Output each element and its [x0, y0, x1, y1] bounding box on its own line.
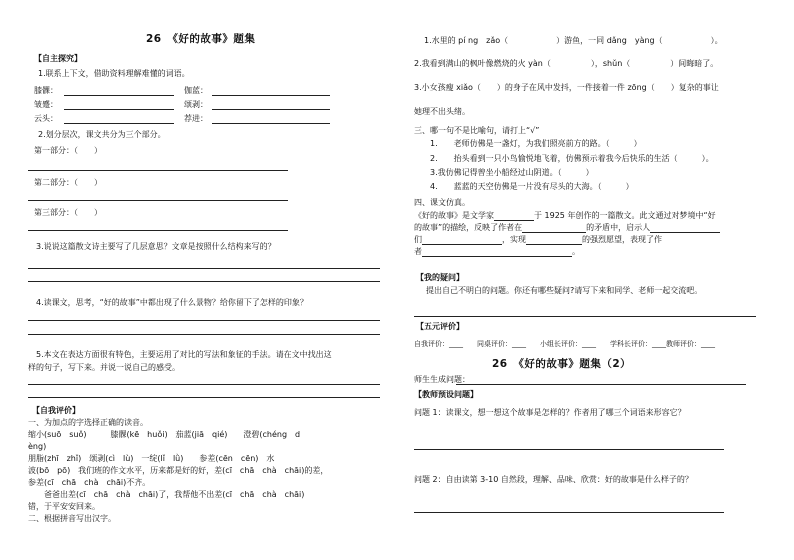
blank[interactable]	[494, 212, 534, 221]
answer-line[interactable]	[28, 200, 288, 201]
fill-line	[414, 248, 580, 257]
choice-item: 4. 蓝蓝的天空仿佛是一片没有尽头的大海。（ ）	[430, 182, 634, 191]
blank[interactable]	[522, 224, 586, 233]
section-my-doubts: 【我的疑问】	[416, 273, 464, 282]
answer-line[interactable]	[64, 123, 174, 124]
choice-item: 2. 抬头看到一只小鸟愉悦地飞着，仿佛预示着我今后快乐的生活（ ）。	[430, 154, 714, 163]
question-5-line1: 5.本文在表达方面很有特色，主要运用了对比的写法和象征的手法。请在文中找出这	[36, 350, 332, 359]
part-label: 第二部分：（ ）	[34, 178, 102, 187]
blank[interactable]	[526, 236, 582, 245]
exercise-1-title: 一、为加点的字选择正确的读音。	[28, 418, 148, 427]
fill-text: ，实现	[502, 235, 526, 244]
part-label: 第三部分：（ ）	[34, 208, 102, 217]
question-3: 3.说说这篇散文诗主要写了几层意思？文章是按照什么结构来写的？	[36, 242, 276, 251]
fill-line	[414, 212, 716, 221]
pinyin-line: 参差(cī chā chà chāi)不齐。	[28, 478, 151, 487]
answer-line[interactable]	[212, 109, 330, 110]
pinyin-line: 错，于平安安回来。	[28, 502, 100, 511]
left-column	[26, 0, 384, 560]
exercise-3-title: 三、哪一句不是比喻句，请打上“√”	[414, 126, 540, 135]
answer-line[interactable]	[28, 230, 288, 231]
fill-text: 。	[572, 247, 580, 256]
fill-line	[414, 224, 720, 233]
pinyin-line: 爸爸出差(cī chā chà chāi)了，我帮他不出差(cī chā chà chāi)	[28, 490, 305, 499]
question-1: 1.联系上下文，借助资料理解难懂的词语。	[38, 69, 190, 78]
fill-text: 《好的故事》是文学家	[414, 211, 494, 220]
generated-questions-label: 师生生成问题：	[414, 375, 470, 384]
answer-line[interactable]	[28, 268, 380, 269]
answer-line[interactable]	[64, 95, 174, 96]
section-teacher-preset: 【教师预设问题】	[414, 390, 478, 399]
right-column	[412, 0, 764, 560]
page-title: 26 《好的故事》题集	[146, 33, 256, 45]
answer-line[interactable]	[28, 334, 380, 335]
answer-line[interactable]	[28, 384, 380, 385]
pinyin-write-3: 3.小女孩瘦 xiǎo（ ）的身子在风中发抖，一件接着一件 zōng（ ）复杂的事让	[414, 83, 719, 92]
pinyin-line: 缩小(suō suǒ) 膝髁(kē huǒi) 茄蓝(jiā qié) 澄碧(chéng d	[28, 430, 301, 439]
answer-line[interactable]	[64, 109, 174, 110]
doubt-instructions: 提出自己不明白的问题。你还有哪些疑问?请写下来和同学、老师一起交流吧。	[426, 286, 703, 295]
fill-line	[414, 236, 662, 245]
exercise-4-title: 四、课文仿真。	[414, 198, 470, 207]
answer-line[interactable]	[456, 384, 746, 385]
fill-text: 者	[414, 247, 422, 256]
part-label: 第一部分：（ ）	[34, 146, 102, 155]
answer-line[interactable]	[28, 397, 380, 398]
answer-line[interactable]	[414, 449, 724, 450]
fill-text: 们	[414, 235, 422, 244]
fill-text: 的故事”的描绘，反映了作者在	[414, 223, 523, 232]
section-self-explore: 【自主探究】	[34, 54, 82, 63]
pinyin-line: 朋脂(zhī zhǐ) 颂剥(cì lù) 一绽(lǐ lǜ) 参差(cēn cēn) 水	[28, 454, 275, 463]
word-label: 颂剥：	[184, 100, 208, 109]
pinyin-line: 波(bō pō) 我们班的作文水平，历来都是好的好，差(cī chā chà chāi)的差，	[28, 466, 329, 475]
question-5-line2: 样的句子，写下来。并说一说自己的感受。	[28, 363, 180, 372]
pinyin-write-2: 2.我看到满山的枫叶像燃烧的火 yàn（ ），shǔn（ ）间晦暗了。	[414, 59, 719, 68]
choice-item: 1. 老师仿佛是一盏灯，为我们照亮前方的路。（ ）	[430, 139, 642, 148]
exercise-2-title: 二、根据拼音写出汉字。	[28, 514, 116, 523]
blank[interactable]	[422, 248, 572, 257]
pinyin-write-1: 1.水里的 pí ng zǎo（ ）游鱼，一同 dǎng yàng（ ）。	[424, 36, 723, 45]
answer-line[interactable]	[414, 316, 756, 317]
preset-question-1: 问题 1：读课文，想一想这个故事是怎样的？作者用了哪三个词语来形容它？	[414, 408, 686, 417]
question-2: 2.划分层次，课文共分为三个部分。	[38, 130, 166, 139]
answer-line[interactable]	[414, 512, 724, 513]
fill-text: 的矛盾中，启示人	[586, 223, 651, 232]
preset-question-2: 问题 2：自由读第 3-10 自然段，理解、品味、欣赏：好的故事是什么样子的？	[414, 475, 693, 484]
fill-text: 于 1925 年创作的一篇散文。此文通过对梦境中“好	[534, 211, 716, 220]
pinyin-line: èng)	[28, 442, 47, 451]
answer-line[interactable]	[28, 320, 380, 321]
page-title-2: 26 《好的故事》题集（2）	[492, 358, 632, 370]
word-label: 膝髁：	[34, 86, 58, 95]
choice-item: 3.我仿佛记得曾坐小船经过山阴道。（ ）	[430, 168, 594, 177]
blank[interactable]	[650, 224, 720, 233]
pinyin-write-3-cont: 她理不出头绪。	[414, 107, 470, 116]
word-label: 荐进：	[184, 114, 208, 123]
word-label: 皱蹙：	[34, 100, 58, 109]
section-self-eval: 【自我评价】	[32, 406, 80, 415]
section-five-eval: 【五元评价】	[416, 322, 464, 331]
eval-row: 自我评价：____ 同桌评价：____ 小组长评价：____ 学科长评价：____教师评价：____	[414, 340, 715, 348]
answer-line[interactable]	[28, 170, 288, 171]
fill-text: 的强烈愿望，表现了作	[582, 235, 662, 244]
answer-line[interactable]	[212, 123, 330, 124]
word-label: 伽蓝：	[184, 86, 208, 95]
word-label: 云头：	[34, 114, 58, 123]
question-4: 4.读课文，思考，“好的故事”中都出现了什么景物？给你留下了怎样的印象？	[36, 298, 308, 307]
answer-line[interactable]	[28, 281, 380, 282]
blank[interactable]	[422, 236, 502, 245]
answer-line[interactable]	[212, 95, 330, 96]
